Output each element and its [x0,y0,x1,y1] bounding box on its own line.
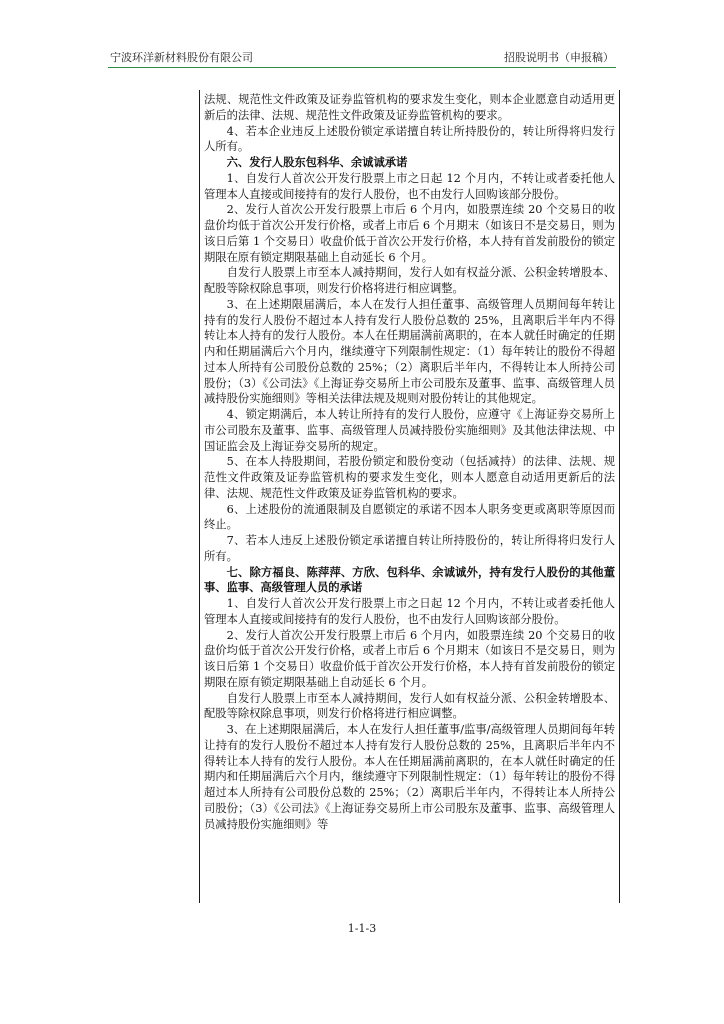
document-body [204,92,615,832]
page-header [108,50,616,66]
body-paragraph: 1、自发行人首次公开发行股票上市之日起 12 个月内，不转让或者委托他人管理本人直接或间接持有的发行人股份，也不由发行人回购该部分股份。 [204,597,615,626]
body-paragraph: 7、若本人违反上述股份锁定承诺擅自转让所持股份的，转让所得将归发行人所有。 [204,534,615,563]
section-heading: 七、除方福良、陈萍萍、方欣、包科华、余诚诚外，持有发行人股份的其他董事、监事、高级管理人员的承诺 [204,564,615,595]
section-heading: 六、发行人股东包科华、余诚诚承诺 [226,155,408,169]
content-frame [199,90,620,903]
body-paragraph: 法规、规范性文件政策及证券监管机构的要求发生变化，则本企业愿意自动适用更新后的法律、法规、规范性文件政策及证券监管机构的要求。 [204,93,615,122]
page-number: 1-1-3 [347,922,377,935]
body-paragraph: 4、锁定期满后，本人转让所持有的发行人股份，应遵守《上海证券交易所上市公司股东及董事、监事、高级管理人员减持股份实施细则》及其他法律法规、中国证监会及上海证券交易所的规定。 [204,408,615,453]
body-paragraph: 自发行人股票上市至本人减持期间，发行人如有权益分派、公积金转增股本、配股等除权除息事项，则发行价格将进行相应调整。 [204,266,615,295]
body-paragraph: 1、自发行人首次公开发行股票上市之日起 12 个月内，不转让或者委托他人管理本人直接或间接持有的发行人股份，也不由发行人回购该部分股份。 [204,171,615,201]
body-paragraph: 3、在上述期限届满后，本人在发行人担任董事、高级管理人员期间每年转让持有的发行人股份不超过本人持有发行人股份总数的 25%，且离职后半年内不得转让本人持有的发行人股份。本人在任期届满前离职的，在本人就任时确定的任期内和任期届满后六个月内，继续遵守下列限制性规定：（1）每年转让的股份不得超过本人所持有公司股份总数的 25%；（2）离职后半年内，不得转让本人所持公司股份；（3）《公司法》《上海证券交易所上市公司股东及董事、监事、高级管理人员减持股份实施细则》等相关法律法规及规则对股份转让的其他规定。 [204,297,615,406]
body-paragraph: 5、在本人持股期间，若股份锁定和股份变动（包括减持）的法律、法规、规范性文件政策及证券监管机构的要求发生变化，则本人愿意自动适用更新后的法律、法规、规范性文件政策及证券监管机构的要求。 [204,455,615,500]
body-paragraph: 自发行人股票上市至本人减持期间，发行人如有权益分派、公积金转增股本、配股等除权除息事项，则发行价格将进行相应调整。 [204,691,615,721]
body-paragraph: 2、发行人首次公开发行股票上市后 6 个月内，如股票连续 20 个交易日的收盘价均低于首次公开发行价格，或者上市后 6 个月期末（如该日不是交易日，则为该日后第 1 个交易日）收盘价低于首次公开发行价格，本人持有首发前股份的锁定期限在原有锁定期限基础上自动延长 6 个月。 [204,628,615,689]
body-paragraph: 4、若本企业违反上述股份锁定承诺擅自转让所持股份的，转让所得将归发行人所有。 [204,124,615,154]
body-paragraph: 6、上述股份的流通限制及自愿锁定的承诺不因本人职务变更或离职等原因而终止。 [204,502,615,532]
header-company-name: 宁波环洋新材料股份有限公司 [110,51,253,64]
body-paragraph: 2、发行人首次公开发行股票上市后 6 个月内，如股票连续 20 个交易日的收盘价均低于首次公开发行价格，或者上市后 6 个月期末（如该日不是交易日，则为该日后第 1 个交易日）收盘价低于首次公开发行价格，本人持有首发前股份的锁定期限在原有锁定期限基础上自动延长 6 个月。 [204,203,615,264]
header-document-title: 招股说明书（申报稿） [504,51,614,64]
body-paragraph: 3、在上述期限届满后，本人在发行人担任董事/监事/高级管理人员期间每年转让持有的发行人股份不超过本人持有发行人股份总数的 25%，且离职后半年内不得转让本人持有的发行人股份。本人在任期届满前离职的，在本人就任时确定的任期内和任期届满后六个月内，继续遵守下列限制性规定：（1）每年转让的股份不得超过本人所持有公司股份总数的 25%；（2）离职后半年内，不得转让本人所持公司股份；（3）《公司法》《上海证券交易所上市公司股东及董事、监事、高级管理人员减持股份实施细则》等 [204,723,615,831]
header-divider [108,67,616,68]
